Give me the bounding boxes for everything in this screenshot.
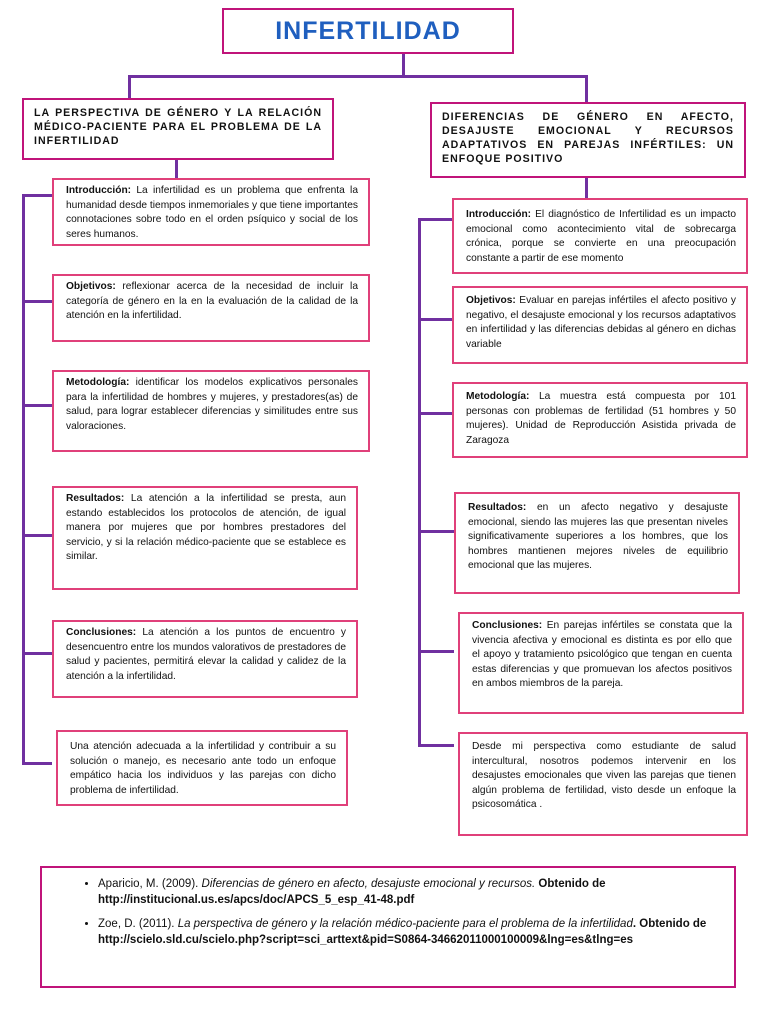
left-card-metodologia bbox=[52, 370, 370, 452]
card-label: Resultados: bbox=[468, 502, 527, 513]
title-box bbox=[222, 8, 514, 54]
reference-retrieved: . Obtenido de http://scielo.sld.cu/scielo.php?script=sci_arttext&pid=S0864-34662011000100009&lng=es&tlng=es bbox=[98, 918, 707, 946]
right-tick-0 bbox=[418, 218, 454, 221]
reference-title: Diferencias de género en afecto, desajuste emocional y recursos. bbox=[201, 878, 536, 890]
card-label: Objetivos: bbox=[66, 281, 116, 292]
left-tick-1 bbox=[22, 300, 52, 303]
right-header: DIFERENCIAS DE GÉNERO EN AFECTO, DESAJUSTE EMOCIONAL Y RECURSOS ADAPTATIVOS EN PAREJAS INFÉRTILES: UN ENFOQUE POSITIVO bbox=[430, 102, 746, 178]
left-header: LA PERSPECTIVA DE GÉNERO Y LA RELACIÓN MÉDICO-PACIENTE PARA EL PROBLEMA DE LA INFERTILIDAD bbox=[22, 98, 334, 160]
right-card-reflexion bbox=[458, 732, 748, 836]
right-tick-1 bbox=[418, 318, 454, 321]
right-spine bbox=[418, 218, 421, 746]
right-tick-4 bbox=[418, 650, 454, 653]
reference-retrieved: Obtenido de http://institucional.us.es/apcs/doc/APCS_5_esp_41-48.pdf bbox=[98, 878, 606, 906]
card-text: Desde mi perspectiva como estudiante de salud intercultural, nosotros podemos intervenir en los desajustes emocionales que viven las parejas que tienen algún problema de fertilidad, visto desde un enfoque la psicosomática . bbox=[472, 741, 736, 811]
left-tick-4 bbox=[22, 652, 52, 655]
right-card-introduccion bbox=[452, 198, 748, 274]
left-card-conclusiones bbox=[52, 620, 358, 698]
card-text: El diagnóstico de Infertilidad es un impacto emocional como acontecimiento vital de sobrecarga crónica, porque se convierte en una preocupación constante a partir de ese momento bbox=[466, 209, 736, 264]
card-label: Introducción: bbox=[466, 209, 532, 220]
card-text: en un afecto negativo y desajuste emocional, siendo las mujeres las que presentan niveles significativamente superiores a los hombres, que los hombres mantienen mejores niveles de equilibrio emocional que las mujeres. bbox=[468, 502, 728, 572]
page-title: INFERTILIDAD bbox=[275, 16, 461, 45]
card-text: reflexionar acerca de la necesidad de incluir la categoría de género en la en la evaluación de la calidad de la atención en la infertilidad. bbox=[66, 281, 358, 322]
card-text: identificar los modelos explicativos personales para la infertilidad de hombres y mujeres, y prestadores(as) de salud, para lograr establecer diferencias y similitudes entre sus valoraciones. bbox=[66, 377, 358, 432]
right-tick-5 bbox=[418, 744, 454, 747]
left-tick-3 bbox=[22, 534, 52, 537]
left-card-resultados bbox=[52, 486, 358, 590]
card-text: La atención a la infertilidad se presta, aun estando establecidos los protocolos de atención, de igual manera por mujeres que por hombres prestadores del servicio, y si la relación médico-paciente que se establece es similar. bbox=[66, 493, 346, 563]
right-card-objetivos bbox=[452, 286, 748, 364]
card-label: Metodología: bbox=[466, 391, 530, 402]
left-card-introduccion bbox=[52, 178, 370, 246]
card-label: Metodología: bbox=[66, 377, 130, 388]
card-label: Conclusiones: bbox=[472, 620, 543, 631]
references-list bbox=[62, 876, 720, 948]
card-label: Objetivos: bbox=[466, 295, 516, 306]
left-card-objetivos bbox=[52, 274, 370, 342]
right-card-metodologia bbox=[452, 382, 748, 458]
card-label: Resultados: bbox=[66, 493, 125, 504]
reference-title: La perspectiva de género y la relación médico-paciente para el problema de la infertilidad bbox=[177, 918, 633, 930]
card-text: La atención a los puntos de encuentro y desencuentro entre los mundos valorativos de prestadores de salud y pacientes, permitirá elevar la calidad y calidez de la atención a la infertilidad. bbox=[66, 627, 346, 682]
right-tick-2 bbox=[418, 412, 454, 415]
right-header-stem bbox=[585, 178, 588, 200]
card-text: Evaluar en parejas infértiles el afecto positivo y negativo, el desajuste emocional y los recursos adaptativos en infertilidad y las diferencias debidas al género en dichas variable bbox=[466, 295, 736, 350]
left-spine-top bbox=[22, 194, 52, 197]
left-tick-5 bbox=[22, 762, 52, 765]
left-spine bbox=[22, 194, 25, 764]
references-box bbox=[40, 866, 736, 988]
card-text: Una atención adecuada a la infertilidad y contribuir a su solución o manejo, es necesario ante todo un enfoque empático hacia los individuos y las parejas con dicho problema de infertilidad. bbox=[70, 741, 336, 796]
reference-author: Aparicio, M. (2009). bbox=[98, 878, 202, 890]
right-card-conclusiones bbox=[458, 612, 744, 714]
left-tick-2 bbox=[22, 404, 52, 407]
right-tick-3 bbox=[418, 530, 454, 533]
reference-author: Zoe, D. (2011). bbox=[98, 918, 178, 930]
right-card-resultados bbox=[454, 492, 740, 594]
card-text: La muestra está compuesta por 101 personas con problemas de fertilidad (51 hombres y 50 mujeres). Unidad de Reproducción Asistida privada de Zaragoza bbox=[466, 391, 736, 446]
reference-item bbox=[98, 876, 720, 908]
left-card-reflexion bbox=[56, 730, 348, 806]
reference-item bbox=[98, 916, 720, 948]
card-label: Introducción: bbox=[66, 185, 132, 196]
card-text: En parejas infértiles se constata que la vivencia afectiva y emocional es distinta es por ello que el apoyo y tratamiento psicológico que tengan en cuenta estas diferencias y que promuevan los afectos positivos en ambos miembros de la pareja. bbox=[472, 620, 732, 690]
card-text: La infertilidad es un problema que enfrenta la humanidad desde tiempos inmemoriales y que tiene importantes connotaciones sobre todo en el orden psíquico y social de los seres humanos. bbox=[66, 185, 358, 240]
title-branch bbox=[128, 75, 588, 78]
card-label: Conclusiones: bbox=[66, 627, 137, 638]
title-stem bbox=[402, 54, 405, 76]
right-branch-drop bbox=[585, 75, 588, 103]
left-branch-drop bbox=[128, 75, 131, 99]
